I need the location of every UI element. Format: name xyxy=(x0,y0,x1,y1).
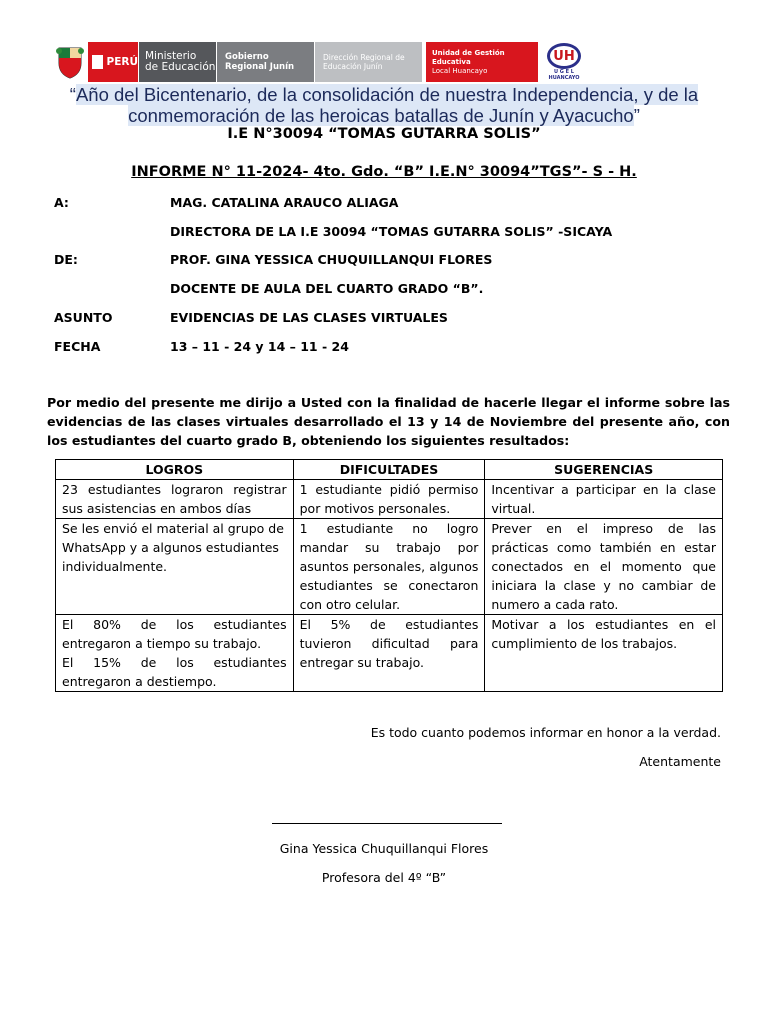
field-fecha-value: 13 – 11 - 24 y 14 – 11 - 24 xyxy=(170,339,349,354)
direccion-regional-logo: Dirección Regional de Educación Junín xyxy=(314,42,422,82)
year-motto: “Año del Bicentenario, de la consolidación de nuestra Independencia, y de la conmemoración de las heroicas batallas de Junín y Ayacucho” xyxy=(69,84,699,126)
closing-regards: Atentamente xyxy=(639,754,721,769)
ugel-huancayo-emblem-icon: UH U G E L HUANCAYO xyxy=(538,42,590,82)
signature-name: Gina Yessica Chuquillanqui Flores xyxy=(279,841,489,856)
field-a-value: MAG. CATALINA ARAUCO ALIAGA xyxy=(170,195,399,210)
closing-statement: Es todo cuanto podemos informar en honor a la verdad. xyxy=(370,725,721,740)
peru-emblem-icon xyxy=(92,55,103,69)
cell-sugerencias: Motivar a los estudiantes en el cumplimiento de los trabajos. xyxy=(485,615,723,692)
cell-dificultades: 1 estudiante no logro mandar su trabajo por asuntos personales, algunos estudiantes se conectaron con otro celular. xyxy=(293,519,485,615)
table-row xyxy=(56,519,723,615)
field-de-label: DE: xyxy=(54,252,78,267)
results-table xyxy=(55,459,723,692)
field-a-label: A: xyxy=(54,195,69,210)
column-header-dificultades: DIFICULTADES xyxy=(293,460,485,480)
field-de-value: PROF. GINA YESSICA CHUQUILLANQUI FLORES xyxy=(170,252,493,267)
motto-line-2: conmemoración de las heroicas batallas de Junín y Ayacucho xyxy=(128,105,634,126)
peru-logo: PERÚ xyxy=(88,42,138,82)
cell-logros: 23 estudiantes lograron registrar sus asistencias en ambos días xyxy=(56,480,294,519)
cell-sugerencias: Incentivar a participar en la clase virtual. xyxy=(485,480,723,519)
field-fecha-label: FECHA xyxy=(54,339,101,354)
cell-logros: El 80% de los estudiantes entregaron a tiempo su trabajo. El 15% de los estudiantes entregaron a destiempo. xyxy=(56,615,294,692)
field-de-position: DOCENTE DE AULA DEL CUARTO GRADO “B”. xyxy=(170,281,484,296)
column-header-sugerencias: SUGERENCIAS xyxy=(485,460,723,480)
ministerio-educacion-logo: Ministerio de Educación xyxy=(138,42,216,82)
motto-line-1: Año del Bicentenario, de la consolidación de nuestra Independencia, y de la xyxy=(75,84,699,105)
cell-dificultades: 1 estudiante pidió permiso por motivos personales. xyxy=(293,480,485,519)
header-logos xyxy=(52,42,592,82)
intro-paragraph: Por medio del presente me dirijo a Usted con la finalidad de hacerle llegar el informe sobre las evidencias de las clases virtuales desarrollado el 13 y 14 de Noviembre del presente año, con los estudiantes del cuarto grado B, obteniendo los siguientes resultados: xyxy=(47,395,730,448)
institution-name: I.E N°30094 “TOMAS GUTARRA SOLIS” xyxy=(227,126,541,142)
signature-line xyxy=(272,823,502,824)
table-header-row xyxy=(56,460,723,480)
ugel-logo: Unidad de Gestión Educativa Local Huancayo xyxy=(426,42,538,82)
gobierno-regional-logo: Gobierno Regional Junín xyxy=(216,42,314,82)
report-title: INFORME N° 11-2024- 4to. Gdo. “B” I.E.N° 30094”TGS”- S - H. xyxy=(131,164,637,180)
field-asunto-value: EVIDENCIAS DE LAS CLASES VIRTUALES xyxy=(170,310,448,325)
field-asunto-label: ASUNTO xyxy=(54,310,113,325)
table-row xyxy=(56,615,723,692)
column-header-logros: LOGROS xyxy=(56,460,294,480)
table-row xyxy=(56,480,723,519)
cell-sugerencias: Prever en el impreso de las prácticas como también en estar conectados en el momento que iniciara la clase y no cambiar de numero a cada rato. xyxy=(485,519,723,615)
field-a-position: DIRECTORA DE LA I.E 30094 “TOMAS GUTARRA SOLIS” -SICAYA xyxy=(170,224,613,239)
peru-coat-of-arms-icon xyxy=(52,42,88,82)
cell-logros: Se les envió el material al grupo de WhatsApp y a algunos estudiantes individualmente. xyxy=(56,519,294,615)
cell-dificultades: El 5% de estudiantes tuvieron dificultad para entregar su trabajo. xyxy=(293,615,485,692)
signature-title: Profesora del 4º “B” xyxy=(321,870,447,885)
